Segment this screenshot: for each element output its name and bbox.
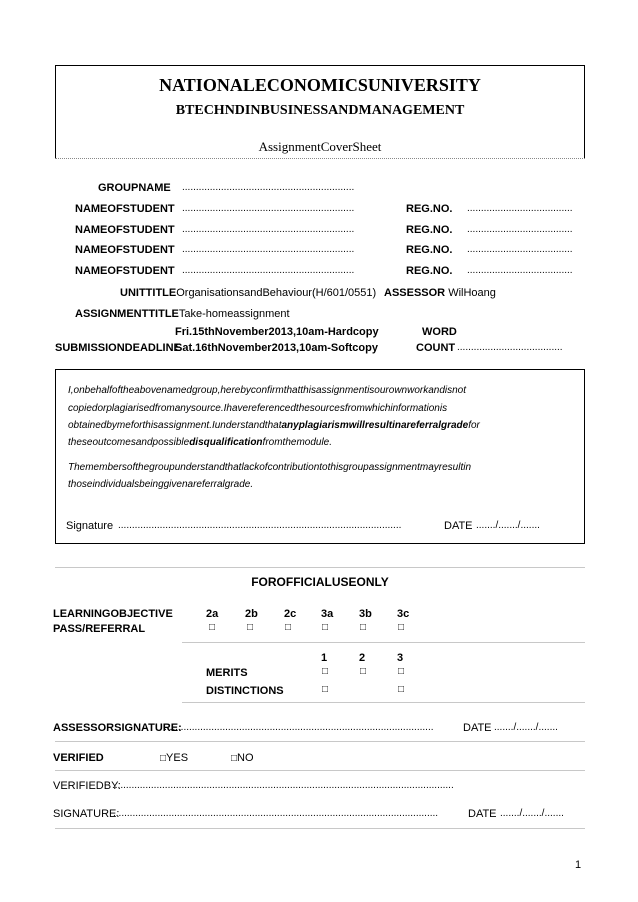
objective-3b: 3b: [359, 608, 372, 620]
disqualification-warning: disqualification: [189, 437, 263, 448]
divider: [182, 642, 585, 643]
reg-no-label: REG.NO.: [406, 265, 453, 277]
assignment-title-label: ASSIGNMENTTITLE: [75, 308, 179, 320]
assignment-row: [75, 308, 290, 320]
distinctions-label: DISTINCTIONS: [206, 685, 284, 697]
no-label: NO: [237, 752, 254, 764]
objective-2c: 2c: [284, 608, 297, 620]
sheet-title: AssignmentCoverSheet: [258, 139, 382, 154]
declaration-line: copiedorplagiarisedfromanysource.Ihavereferencedthesourcesfromwhichinformationis: [68, 403, 448, 414]
verified-by-field[interactable]: ...........................................................................................................................: [112, 780, 454, 791]
assessor-row: [384, 287, 496, 299]
student-name-label: NAMEOFSTUDENT: [75, 244, 175, 256]
assessor-signature-field[interactable]: .................................................................................................: [164, 722, 434, 733]
header-divider: [55, 158, 585, 159]
word-count-field[interactable]: ......................................: [457, 342, 563, 353]
yes-checkbox[interactable]: □: [160, 753, 167, 764]
group-name-field[interactable]: ..............................................................: [182, 182, 355, 193]
plagiarism-warning: anyplagiarismwillresultinareferralgrade: [281, 420, 469, 431]
merit-checkbox-3[interactable]: □: [398, 666, 405, 677]
no-checkbox[interactable]: □: [231, 753, 238, 764]
office-signature-field[interactable]: .....................................................................................................................: [113, 808, 439, 819]
declaration-line: [68, 437, 332, 448]
objective-2b: 2b: [245, 608, 258, 620]
date-label: DATE: [444, 520, 473, 532]
signature-label: Signature: [66, 520, 114, 532]
grade-number-2: 2: [359, 652, 366, 664]
university-title: NATIONALECONOMICSUNIVERSITY: [159, 75, 481, 95]
objective-3c: 3c: [397, 608, 410, 620]
checkbox-3a[interactable]: □: [322, 622, 329, 633]
divider: [182, 702, 585, 703]
verified-yes-option[interactable]: [160, 752, 188, 764]
declaration-line: I,onbehalfoftheabovenamedgroup,herebyconfirmthatthisassignmentisourownworkandisnot: [68, 385, 467, 396]
reg-no-field[interactable]: ......................................: [467, 224, 573, 235]
merit-checkbox-1[interactable]: □: [322, 666, 329, 677]
student-name-field[interactable]: ..............................................................: [182, 265, 355, 276]
deadline-line-1: Fri.15thNovember2013,10am-Hardcopy: [175, 326, 379, 338]
reg-no-label: REG.NO.: [406, 224, 453, 236]
divider: [55, 828, 585, 829]
checkbox-3c[interactable]: □: [398, 622, 405, 633]
office-signature-label: SIGNATURE:: [53, 808, 120, 820]
deadline-label: SUBMISSIONDEADLINE: [55, 342, 181, 354]
checkbox-2a[interactable]: □: [209, 622, 216, 633]
unit-title-value: OrganisationsandBehaviour(H/601/0551): [176, 287, 377, 299]
student-name-label: NAMEOFSTUDENT: [75, 265, 175, 277]
date-field[interactable]: ......./......./.......: [476, 520, 540, 531]
declaration-text: for: [468, 420, 480, 431]
declaration-text: obtainedbymeforthisassignment.Iunderstandthat: [68, 420, 282, 431]
distinction-checkbox-1[interactable]: □: [322, 684, 329, 695]
office-date-field[interactable]: ......./......./.......: [500, 808, 564, 819]
grade-number-3: 3: [397, 652, 404, 664]
reg-no-field[interactable]: ......................................: [467, 203, 573, 214]
objective-3a: 3a: [321, 608, 334, 620]
program-title: BTECHNDINBUSINESSANDMANAGEMENT: [175, 103, 465, 118]
merit-checkbox-2[interactable]: □: [360, 666, 367, 677]
count-label: COUNT: [416, 342, 456, 354]
reg-no-field[interactable]: ......................................: [467, 244, 573, 255]
learning-objective-label: LEARNINGOBJECTIVE: [53, 608, 173, 620]
assessor-date-label: DATE: [463, 722, 492, 734]
declaration-line: Themembersofthegroupunderstandthatlackofcontributiontothisgroupassignmentmayresultin: [68, 462, 472, 473]
assessor-label: ASSESSOR: [384, 287, 446, 299]
student-name-label: NAMEOFSTUDENT: [75, 224, 175, 236]
verified-no-option[interactable]: [231, 752, 254, 764]
deadline-line-2: Sat.16thNovember2013,10am-Softcopy: [175, 342, 378, 354]
divider: [55, 567, 585, 568]
unit-title-label: UNITTITLE: [120, 287, 177, 299]
yes-label: YES: [166, 752, 189, 764]
student-name-field[interactable]: ..............................................................: [182, 244, 355, 255]
objective-2a: 2a: [206, 608, 219, 620]
reg-no-label: REG.NO.: [406, 203, 453, 215]
reg-no-field[interactable]: ......................................: [467, 265, 573, 276]
declaration-text: theseoutcomesandpossible: [68, 437, 190, 448]
unit-row: [120, 287, 376, 299]
checkbox-2b[interactable]: □: [247, 622, 254, 633]
pass-referral-label: PASS/REFERRAL: [53, 623, 146, 635]
assessor-date-field[interactable]: ......./......./.......: [494, 722, 558, 733]
assessor-value: WilHoang: [448, 287, 496, 299]
student-name-field[interactable]: ..............................................................: [182, 224, 355, 235]
student-name-label: NAMEOFSTUDENT: [75, 203, 175, 215]
checkbox-2c[interactable]: □: [285, 622, 292, 633]
verified-label: VERIFIED: [53, 752, 104, 764]
office-use-title: FOROFFICIALUSEONLY: [251, 575, 389, 589]
reg-no-label: REG.NO.: [406, 244, 453, 256]
verified-by-label: VERIFIEDBY:: [53, 780, 121, 792]
divider: [55, 741, 585, 742]
grade-number-1: 1: [321, 652, 328, 664]
declaration-text: fromthemodule.: [262, 437, 333, 448]
merits-label: MERITS: [206, 667, 248, 679]
distinction-checkbox-3[interactable]: □: [398, 684, 405, 695]
group-name-label: GROUPNAME: [98, 182, 171, 194]
assignment-title-value: Take-homeassignment: [178, 308, 290, 320]
declaration-line: [68, 420, 480, 431]
page-number: 1: [575, 859, 582, 871]
word-label: WORD: [422, 326, 457, 338]
office-date-label: DATE: [468, 808, 497, 820]
student-name-field[interactable]: ..............................................................: [182, 203, 355, 214]
checkbox-3b[interactable]: □: [360, 622, 367, 633]
signature-field[interactable]: ......................................................................................................: [118, 520, 402, 531]
declaration-line: thoseindividualsbeinggivenareferralgrade.: [68, 479, 254, 490]
divider: [55, 770, 585, 771]
assessor-signature-label: ASSESSORSIGNATURE:: [53, 722, 182, 734]
